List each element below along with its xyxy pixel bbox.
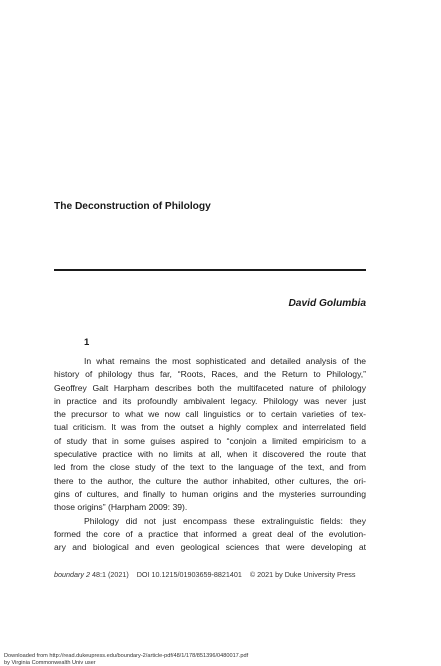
body-text xyxy=(54,355,366,554)
body-line: Geoffrey Galt Harpham describes both the multifaceted nature of philology xyxy=(54,382,366,393)
body-line: history of philology thus far, “Roots, Races, and the Return to Philology,” xyxy=(54,369,366,380)
body-line: gins of cultures, and finally to human origins and the mysteries surrounding xyxy=(54,488,366,499)
body-line: of study that in some guises aspired to “conjoin a limited empiricism to a xyxy=(54,435,366,446)
title-divider xyxy=(54,269,366,271)
body-line: the precursor to what we now call linguistics or to certain varieties of tex- xyxy=(54,409,366,420)
article-title: The Deconstruction of Philology xyxy=(54,201,211,212)
author-name: David Golumbia xyxy=(288,298,366,309)
download-user: by Virginia Commonwealth Univ user xyxy=(4,659,96,666)
download-source: Downloaded from http://read.dukeupress.edu/boundary-2/article-pdf/48/1/178/851396/0480017.pdf xyxy=(4,653,249,659)
body-line: Philology did not just encompass these extralinguistic fields: they xyxy=(84,515,366,526)
body-line: in practice and its profoundly ambivalent legacy. Philology was never just xyxy=(54,395,366,406)
body-line: formed the core of a practice that informed a great deal of the evolution- xyxy=(54,528,366,539)
doi-text: DOI 10.1215/01903659-8821401 xyxy=(136,570,242,579)
body-line: speculative practice with no limits at all, when it discovered the route that xyxy=(54,449,366,460)
body-line: In what remains the most sophisticated and detailed analysis of the xyxy=(84,356,366,366)
body-line: ary and biological and even geological sciences that were developing at xyxy=(54,542,366,553)
citation-footer xyxy=(54,570,366,579)
body-line: led from the close study of the text to the language of the text, and from xyxy=(54,462,366,473)
section-number: 1 xyxy=(84,337,90,348)
journal-issue: 48:1 (2021) xyxy=(91,570,129,579)
journal-name: boundary 2 xyxy=(54,570,90,579)
body-line: tual criticism. It was from the outset a highly complex and interrelated field xyxy=(54,422,366,433)
copyright-text: © 2021 by Duke University Press xyxy=(249,570,356,579)
download-note xyxy=(4,653,248,666)
body-line: there to the author, the culture the author inhabited, other cultures, the ori- xyxy=(54,475,366,486)
body-line: those origins” (Harpham 2009: 39). xyxy=(54,502,188,513)
